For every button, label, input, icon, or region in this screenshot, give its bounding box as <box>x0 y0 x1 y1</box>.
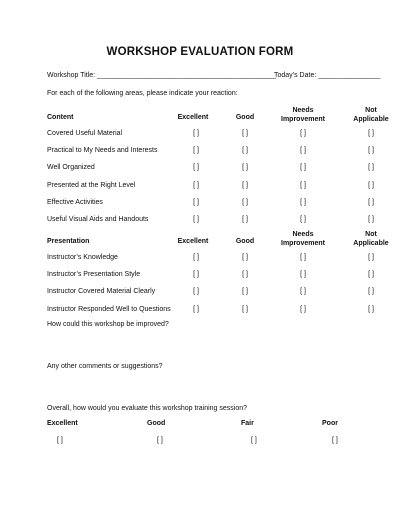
overall-question: Overall, how would you evaluate this workshop training session? <box>47 405 247 412</box>
presentation-heading: Presentation <box>47 238 90 245</box>
overall-checkbox-good[interactable]: [ ] <box>157 437 163 444</box>
checkbox-excellent[interactable]: [ ] <box>193 130 199 137</box>
checkbox-not-applicable[interactable]: [ ] <box>368 216 374 223</box>
overall-checkbox-fair[interactable]: [ ] <box>251 437 257 444</box>
content-row-label: Presented at the Right Level <box>47 181 136 189</box>
comments-question: Any other comments or suggestions? <box>47 363 163 370</box>
overall-label-fair: Fair <box>241 420 254 427</box>
checkbox-not-applicable[interactable]: [ ] <box>368 305 374 313</box>
checkbox-not-applicable[interactable]: [ ] <box>368 198 374 206</box>
content-row-label: Effective Activities <box>47 198 103 206</box>
checkbox-good[interactable]: [ ] <box>242 254 248 261</box>
col-excellent: Excellent <box>177 114 209 121</box>
checkbox-not-applicable[interactable]: [ ] <box>368 130 374 137</box>
checkbox-needs-improvement[interactable]: [ ] <box>300 147 306 155</box>
overall-checkbox-excellent[interactable]: [ ] <box>57 437 63 444</box>
col-good: Good <box>235 114 255 121</box>
checkbox-needs-improvement[interactable]: [ ] <box>300 305 306 313</box>
presentation-row-label: Instructor Covered Material Clearly <box>47 288 156 296</box>
content-row-label: Practical to My Needs and Interests <box>47 147 158 155</box>
presentation-row-label: Instructor’s Knowledge <box>47 254 118 261</box>
workshop-title-field[interactable]: Workshop Title: ______________________________________________ <box>47 72 277 79</box>
checkbox-good[interactable]: [ ] <box>242 288 248 296</box>
checkbox-not-applicable[interactable]: [ ] <box>368 164 374 172</box>
instruction-text: For each of the following areas, please indicate your reaction: <box>47 90 238 97</box>
checkbox-excellent[interactable]: [ ] <box>193 181 199 189</box>
checkbox-excellent[interactable]: [ ] <box>193 216 199 223</box>
checkbox-excellent[interactable]: [ ] <box>193 198 199 206</box>
checkbox-needs-improvement[interactable]: [ ] <box>300 271 306 279</box>
checkbox-excellent[interactable]: [ ] <box>193 164 199 172</box>
checkbox-needs-improvement[interactable]: [ ] <box>300 216 306 223</box>
checkbox-not-applicable[interactable]: [ ] <box>368 254 374 261</box>
checkbox-needs-improvement[interactable]: [ ] <box>300 254 306 261</box>
checkbox-needs-improvement[interactable]: [ ] <box>300 130 306 137</box>
content-row-label: Well Organized <box>47 164 95 172</box>
checkbox-good[interactable]: [ ] <box>242 271 248 279</box>
content-row-label: Covered Useful Material <box>47 130 123 137</box>
checkbox-needs-improvement[interactable]: [ ] <box>300 198 306 206</box>
checkbox-excellent[interactable]: [ ] <box>193 254 199 261</box>
checkbox-needs-improvement[interactable]: [ ] <box>300 288 306 296</box>
form-title: WORKSHOP EVALUATION FORM <box>106 46 294 58</box>
checkbox-not-applicable[interactable]: [ ] <box>368 181 374 189</box>
checkbox-good[interactable]: [ ] <box>242 130 248 137</box>
overall-label-good: Good <box>147 420 166 427</box>
checkbox-good[interactable]: [ ] <box>242 216 248 223</box>
col-good-2: Good <box>235 238 255 245</box>
checkbox-good[interactable]: [ ] <box>242 164 248 172</box>
overall-checkbox-poor[interactable]: [ ] <box>332 437 338 444</box>
checkbox-good[interactable]: [ ] <box>242 305 248 313</box>
checkbox-excellent[interactable]: [ ] <box>193 305 199 313</box>
content-row-label: Useful Visual Aids and Handouts <box>47 216 149 223</box>
col-not-applicable-2: Not Applicable <box>353 231 389 247</box>
improve-question: How could this workshop be improved? <box>47 321 169 328</box>
checkbox-needs-improvement[interactable]: [ ] <box>300 164 306 172</box>
presentation-row-label: Instructor Responded Well to Questions <box>47 305 171 313</box>
checkbox-excellent[interactable]: [ ] <box>193 271 199 279</box>
overall-label-poor: Poor <box>322 420 338 427</box>
col-not-applicable: Not Applicable <box>353 107 389 123</box>
presentation-row-label: Instructor’s Presentation Style <box>47 271 141 279</box>
checkbox-needs-improvement[interactable]: [ ] <box>300 181 306 189</box>
col-needs-improvement: Needs Improvement <box>281 107 325 123</box>
checkbox-good[interactable]: [ ] <box>242 198 248 206</box>
checkbox-not-applicable[interactable]: [ ] <box>368 288 374 296</box>
col-excellent-2: Excellent <box>177 238 209 245</box>
checkbox-good[interactable]: [ ] <box>242 181 248 189</box>
col-needs-improvement-2: Needs Improvement <box>281 231 325 247</box>
checkbox-not-applicable[interactable]: [ ] <box>368 271 374 279</box>
checkbox-not-applicable[interactable]: [ ] <box>368 147 374 155</box>
checkbox-excellent[interactable]: [ ] <box>193 147 199 155</box>
checkbox-good[interactable]: [ ] <box>242 147 248 155</box>
overall-label-excellent: Excellent <box>47 420 78 427</box>
checkbox-excellent[interactable]: [ ] <box>193 288 199 296</box>
content-heading: Content <box>47 114 74 121</box>
todays-date-field[interactable]: Today’s Date: ________________ <box>274 72 381 79</box>
